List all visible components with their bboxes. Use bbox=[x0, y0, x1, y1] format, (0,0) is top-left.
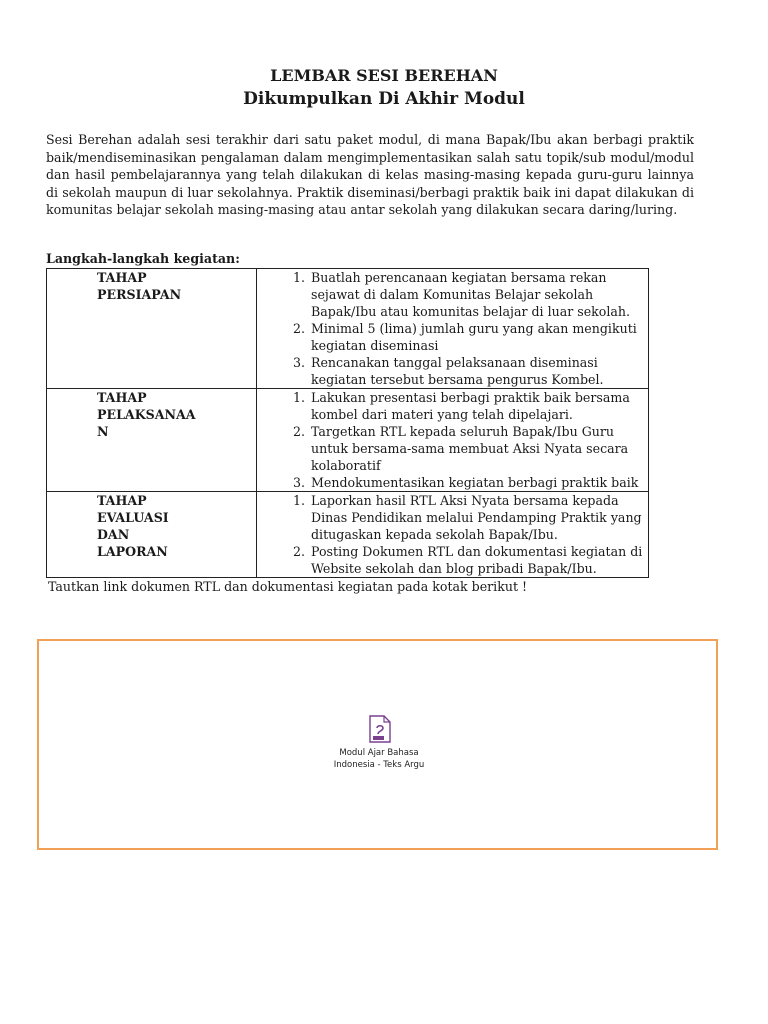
list-item: 3. Rencanakan tanggal pelaksanaan diseminasi kegiatan tersebut bersama pengurus Kombel. bbox=[309, 354, 644, 388]
list-item: 2. Posting Dokumen RTL dan dokumentasi kegiatan di Website sekolah dan blog pribadi Bapak/Ibu. bbox=[309, 543, 644, 577]
file-name-line: Indonesia - Teks Argu bbox=[333, 760, 425, 770]
stage-items bbox=[257, 389, 649, 492]
stage-name bbox=[47, 389, 257, 492]
file-name-line: Modul Ajar Bahasa bbox=[339, 748, 419, 758]
stage-name bbox=[47, 269, 257, 389]
stage-name-line: N bbox=[97, 424, 109, 439]
stage-name-line: TAHAP bbox=[97, 270, 147, 285]
table-row bbox=[47, 269, 649, 389]
list-item: 2. Minimal 5 (lima) jumlah guru yang akan mengikuti kegiatan diseminasi bbox=[309, 320, 644, 354]
intro-paragraph: Sesi Berehan adalah sesi terakhir dari satu paket modul, di mana Bapak/Ibu akan berbagi praktik baik/mendiseminasikan pengalaman dalam mengimplementasikan salah satu topik/sub modul/modul dan hasil pembelajarannya yang telah dilakukan di kelas masing-masing kepada guru-guru lainnya di sekolah maupun di luar sekolahnya. Praktik diseminasi/berbagi praktik baik ini dapat dilakukan di komunitas belajar sekolah masing-masing atau antar sekolah yang dilakukan secara daring/luring. bbox=[46, 132, 694, 218]
embedded-file-box[interactable] bbox=[37, 639, 718, 850]
list-item: 3. Mendokumentasikan kegiatan berbagi praktik baik bbox=[309, 474, 644, 491]
table-row bbox=[47, 492, 649, 578]
stage-items bbox=[257, 269, 649, 389]
stage-name bbox=[47, 492, 257, 578]
stage-name-line: TAHAP bbox=[97, 493, 147, 508]
page-title: LEMBAR SESI BEREHAN bbox=[270, 66, 498, 85]
table-row bbox=[47, 389, 649, 492]
list-item: 1. Laporkan hasil RTL Aksi Nyata bersama kepada Dinas Pendidikan melalui Pendamping Praktik yang ditugaskan kepada sekolah Bapak/Ibu. bbox=[309, 492, 644, 543]
stage-name-line: EVALUASI bbox=[97, 510, 169, 525]
list-item: 1. Buatlah perencanaan kegiatan bersama rekan sejawat di dalam Komunitas Belajar sekolah Bapak/Ibu atau komunitas belajar di luar sekolah. bbox=[309, 269, 644, 320]
page-subtitle: Dikumpulkan Di Akhir Modul bbox=[243, 89, 525, 109]
stage-name-line: TAHAP bbox=[97, 390, 147, 405]
stage-name-line: PERSIAPAN bbox=[97, 287, 182, 302]
stage-name-line: DAN bbox=[97, 527, 130, 542]
list-item: 1. Lakukan presentasi berbagi praktik baik bersama kombel dari materi yang telah dipelajari. bbox=[309, 389, 644, 423]
pdf-file-icon[interactable] bbox=[369, 715, 391, 743]
link-instruction: Tautkan link dokumen RTL dan dokumentasi kegiatan pada kotak berikut ! bbox=[48, 579, 528, 594]
attached-file-name[interactable] bbox=[299, 747, 459, 771]
stage-items bbox=[257, 492, 649, 578]
list-item: 2. Targetkan RTL kepada seluruh Bapak/Ibu Guru untuk bersama-sama membuat Aksi Nyata secara kolaboratif bbox=[309, 423, 644, 474]
stage-name-line: LAPORAN bbox=[97, 544, 168, 559]
steps-heading: Langkah-langkah kegiatan: bbox=[46, 251, 240, 266]
steps-table bbox=[46, 268, 649, 578]
stage-name-line: PELAKSANAA bbox=[97, 407, 196, 422]
